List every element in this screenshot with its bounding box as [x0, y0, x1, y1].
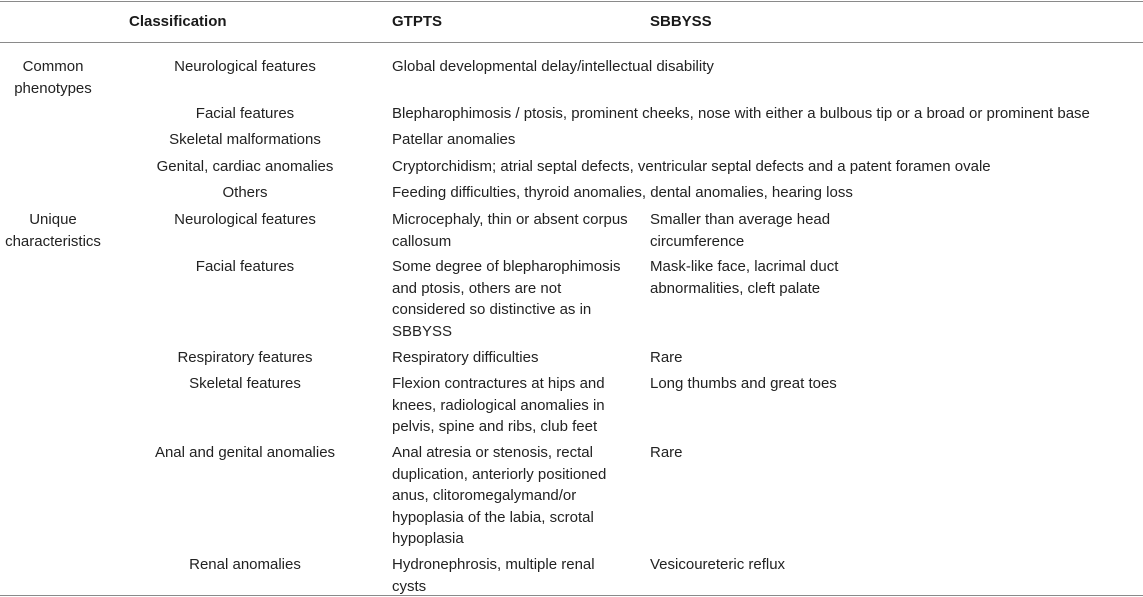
- group-common-phenotypes: Common phenotypes: [14, 58, 92, 97]
- header-gtpts: GTPTS: [392, 13, 443, 30]
- common-row-2-feature: Facial features: [195, 105, 295, 122]
- unique-row-4-gtpts: Flexion contractures at hips and knees, radiological anomalies in pelvis, spine and ribs, club feet: [392, 375, 605, 435]
- unique-row-5-gtpts: Anal atresia or stenosis, rectal duplication, anteriorly positioned anus, clitoromegalymand/or hypoplasia of the labia, scrotal hypoplasia: [392, 444, 607, 547]
- unique-row-2-gtpts: Some degree of blepharophimosis and ptosis, others are not considered so distinctive as in SBBYSS: [392, 258, 621, 340]
- unique-row-4-sbbyss: Long thumbs and great toes: [650, 375, 837, 392]
- header-rule: [0, 42, 1143, 43]
- unique-row-6-gtpts: Hydronephrosis, multiple renal cysts: [392, 556, 595, 595]
- common-row-3-shared: Patellar anomalies: [392, 131, 516, 148]
- unique-row-3-gtpts: Respiratory difficulties: [392, 349, 539, 366]
- unique-row-4-feature: Skeletal features: [189, 375, 301, 392]
- unique-row-5-sbbyss: Rare: [650, 444, 683, 461]
- unique-row-6-sbbyss: Vesicoureteric reflux: [650, 556, 786, 573]
- unique-row-2-feature: Facial features: [195, 258, 295, 275]
- unique-row-3-feature: Respiratory features: [177, 349, 313, 366]
- header-sbbyss: SBBYSS: [650, 13, 712, 30]
- unique-row-3-sbbyss: Rare: [650, 349, 683, 366]
- unique-row-1-gtpts: Microcephaly, thin or absent corpus callosum: [392, 211, 628, 250]
- unique-row-5-feature: Anal and genital anomalies: [154, 444, 336, 461]
- group-unique-characteristics: Unique characteristics: [5, 211, 101, 250]
- common-row-3-feature: Skeletal malformations: [169, 131, 321, 148]
- common-row-1-shared: Global developmental delay/intellectual disability: [392, 58, 714, 75]
- unique-row-1-sbbyss: Smaller than average head circumference: [650, 211, 831, 250]
- header-classification: Classification: [129, 13, 227, 30]
- common-row-5-shared: Feeding difficulties, thyroid anomalies, dental anomalies, hearing loss: [392, 184, 853, 201]
- common-row-1-feature: Neurological features: [174, 58, 316, 75]
- unique-row-1-feature: Neurological features: [174, 211, 316, 228]
- common-row-4-feature: Genital, cardiac anomalies: [156, 158, 334, 175]
- table-top-rule: [0, 1, 1143, 2]
- unique-row-6-feature: Renal anomalies: [189, 556, 301, 573]
- common-row-5-feature: Others: [222, 184, 268, 201]
- common-row-4-shared: Cryptorchidism; atrial septal defects, ventricular septal defects and a patent foramen ovale: [392, 158, 991, 175]
- unique-row-2-sbbyss: Mask-like face, lacrimal duct abnormalities, cleft palate: [650, 258, 839, 297]
- common-row-2-shared: Blepharophimosis / ptosis, prominent cheeks, nose with either a bulbous tip or a broad or prominent base: [392, 105, 1090, 122]
